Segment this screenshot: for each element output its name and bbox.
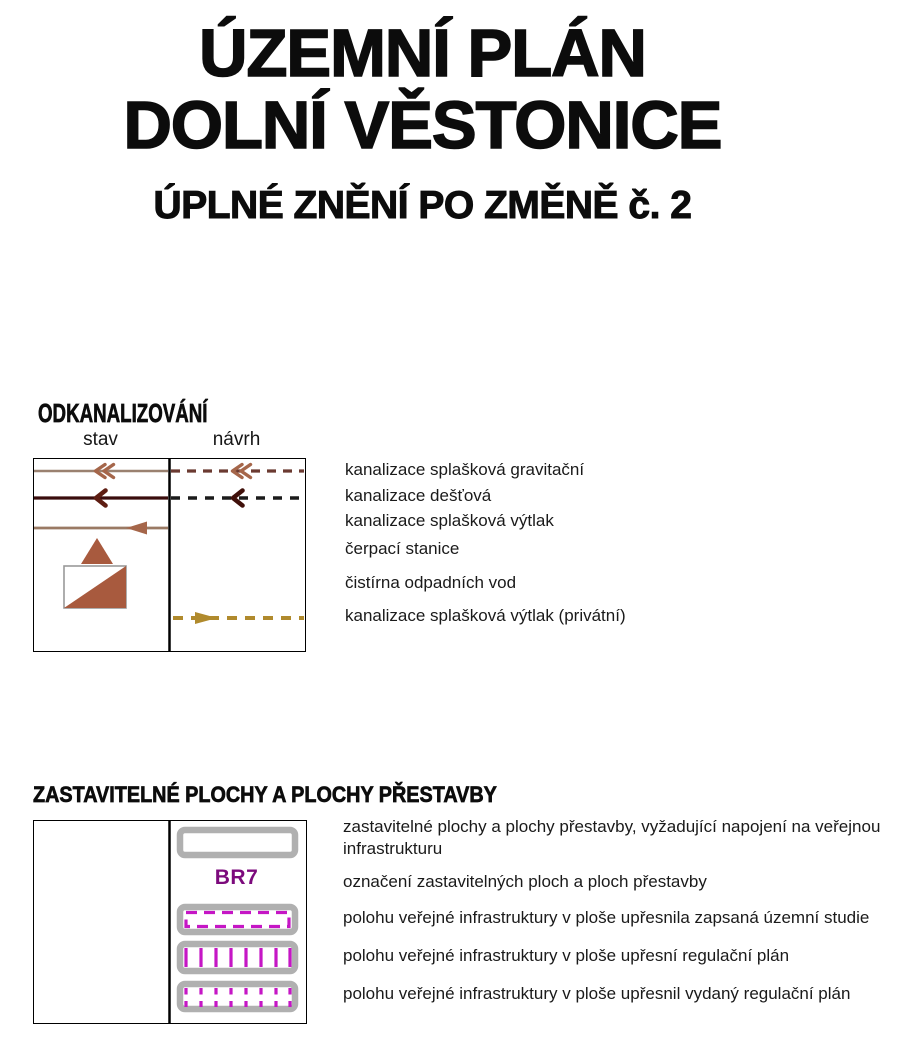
symbol-regulacni-plan [180,944,295,971]
symbol-vytlak-privatni-navrh [173,612,304,624]
title-line-2: DOLNÍ VĚSTONICE [123,88,722,163]
symbol-destova-stav [34,491,168,506]
legend-label: čistírna odpadních vod [345,573,517,592]
symbol-destova-navrh [171,491,304,506]
symbol-gravitacni-navrh [171,465,304,478]
legend-label: polohu veřejné infrastruktury v ploše upřesní regulační plán [343,946,790,965]
symbol-vydany-regulacni-plan [180,984,295,1009]
legend-label: zastavitelné plochy a plochy přestavby, vyžadující napojení na veřejnou infrastrukturu [343,817,881,858]
symbol-gravitacni-stav [34,465,168,478]
legend-label: čerpací stanice [345,539,460,558]
legend-label: označení zastavitelných ploch a ploch přestavby [343,872,707,891]
legend-table-zastavitelne-plochy [33,820,307,1024]
title-subtitle: ÚPLNÉ ZNĚNÍ PO ZMĚNĚ č. 2 [153,184,692,227]
symbol-zastavitelna-plocha [180,830,295,855]
section-heading-zastavitelne-plochy: ZASTAVITELNÉ PLOCHY A PLOCHY PŘESTAVBY [33,782,497,807]
legend-label: kanalizace dešťová [345,486,492,505]
title-line-1: ÚZEMNÍ PLÁN [199,16,646,91]
legend-label: polohu veřejné infrastruktury v ploše upřesnila zapsaná územní studie [343,908,870,927]
legend-label: kanalizace splašková výtlak [345,511,554,530]
column-header-stav: stav [83,429,118,450]
odkanalizovani-symbols [34,459,305,651]
symbol-cistirna-odpadnich-vod [64,566,126,608]
legend-label: kanalizace splašková gravitační [345,460,585,479]
column-header-navrh: návrh [212,429,261,450]
legend-table-odkanalizovani [33,458,306,652]
section-heading-odkanalizovani: ODKANALIZOVÁNÍ [38,398,208,428]
symbol-uzemni-studie [180,907,295,932]
legend-label: kanalizace splašková výtlak (privátní) [345,606,626,625]
legend-label: polohu veřejné infrastruktury v ploše upřesnil vydaný regulační plán [343,984,851,1003]
symbol-vytlak-stav [34,522,168,535]
zastavitelne-symbols [34,821,306,1023]
area-code-br7: BR7 [214,866,259,889]
symbol-cerpaci-stanice [81,538,113,564]
